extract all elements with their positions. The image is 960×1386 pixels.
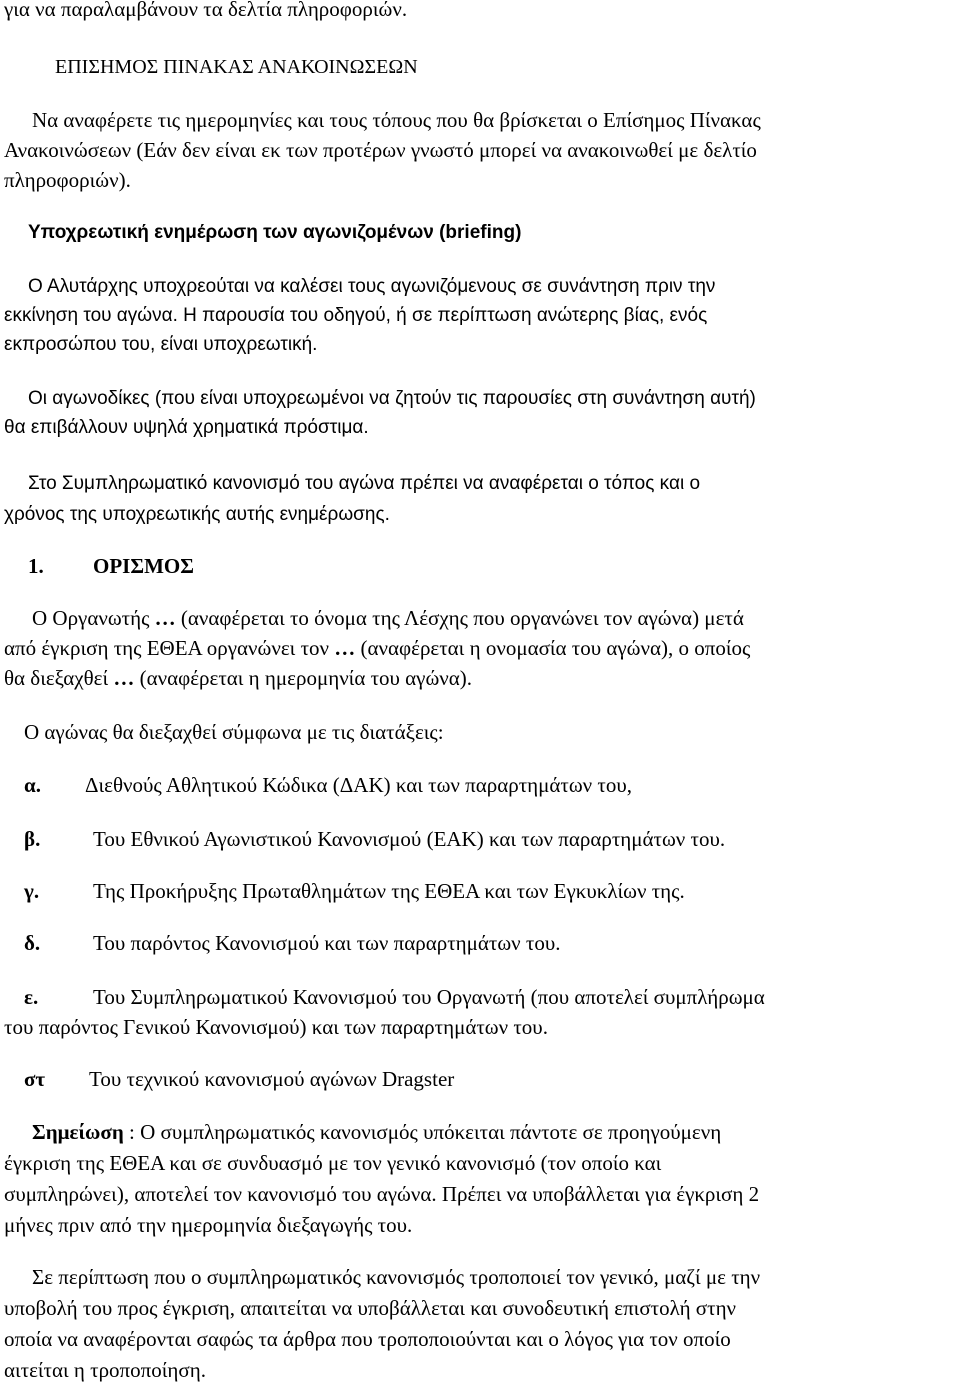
definition-paragraph — [4, 603, 750, 693]
provision-text: Της Προκήρυξης Πρωταθλημάτων της ΕΘΕΑ και των Εγκυκλίων της. — [93, 879, 685, 903]
note-paragraph — [4, 1117, 759, 1241]
briefing-line: χρόνος της υποχρεωτικής αυτής ενημέρωσης. — [4, 504, 390, 525]
briefing-paragraph-1 — [4, 272, 715, 359]
notice-board-line: πληροφοριών). — [4, 168, 131, 192]
briefing-paragraph-3 — [4, 468, 700, 530]
notice-board-line: Ανακοινώσεων (Εάν δεν είναι εκ των προτέρων γνωστό μπορεί να ανακοινωθεί με δελτίο — [4, 138, 757, 162]
ellipsis-placeholder: … — [113, 666, 135, 690]
briefing-line: εκκίνηση του αγώνα. Η παρουσία του οδηγού, ή σε περίπτωση ανώτερης βίας, ενός — [4, 305, 708, 326]
provision-label: γ. — [24, 879, 40, 903]
provision-label: ε. — [24, 985, 39, 1009]
provision-label: β. — [24, 827, 41, 851]
note-line: μήνες πριν από την ημερομηνία διεξαγωγής του. — [4, 1213, 413, 1237]
notice-board-heading: ΕΠΙΣΗΜΟΣ ΠΙΝΑΚΑΣ ΑΝΑΚΟΙΝΩΣΕΩΝ — [55, 56, 418, 78]
provision-label: δ. — [24, 931, 41, 955]
briefing-line: εκπροσώπου του, είναι υποχρεωτική. — [4, 334, 318, 355]
section-number: 1. — [28, 554, 44, 578]
provision-label: στ — [24, 1067, 46, 1091]
provision-text-continued: του παρόντος Γενικού Κανονισμού) και των παραρτημάτων του. — [4, 1015, 548, 1039]
definition-line: θα διεξαχθεί … (αναφέρεται η ημερομηνία του αγώνα). — [4, 666, 473, 690]
notice-board-paragraph — [4, 105, 761, 195]
definition-heading: ΟΡΙΣΜΟΣ — [93, 554, 194, 578]
note-line: συμπληρώνει), αποτελεί τον κανονισμό του αγώνα. Πρέπει να υποβάλλεται για έγκριση 2 — [4, 1182, 760, 1206]
top-fragment-text: για να παραλαμβάνουν τα δελτία πληροφοριών. — [4, 0, 408, 21]
provision-text: Του Εθνικού Αγωνιστικού Κανονισμού (ΕΑΚ) και των παραρτημάτων του. — [93, 827, 726, 851]
provisions-intro: Ο αγώνας θα διεξαχθεί σύμφωνα με τις διατάξεις: — [24, 720, 444, 744]
briefing-heading: Υποχρεωτική ενημέρωση των αγωνιζομένων (briefing) — [28, 222, 522, 243]
briefing-line: θα επιβάλλουν υψηλά χρηματικά πρόστιμα. — [4, 417, 369, 438]
briefing-line: Οι αγωνοδίκες (που είναι υποχρεωμένοι να ζητούν τις παρουσίες στη συνάντηση αυτή) — [28, 388, 756, 409]
definition-line: από έγκριση της ΕΘΕΑ οργανώνει τον … (αναφέρεται η ονομασία του αγώνα), ο οποίος — [4, 636, 751, 660]
notice-board-line: Να αναφέρετε τις ημερομηνίες και τους τόπους που θα βρίσκεται ο Επίσημος Πίνακας — [32, 108, 761, 132]
provision-text: Του τεχνικού κανονισμού αγώνων Dragster — [89, 1067, 455, 1091]
provision-text: Διεθνούς Αθλητικού Κώδικα (ΔΑΚ) και των παραρτημάτων του, — [85, 773, 633, 797]
ellipsis-placeholder: … — [154, 606, 176, 630]
modification-line: Σε περίπτωση που ο συμπληρωματικός κανονισμός τροποποιεί τον γενικό, μαζί με την — [32, 1265, 761, 1289]
note-label: Σημείωση — [32, 1120, 124, 1144]
briefing-line: Ο Αλυτάρχης υποχρεούται να καλέσει τους αγωνιζόμενους σε συνάντηση πριν την — [28, 276, 716, 297]
modification-line: αιτείται η τροποποίηση. — [4, 1358, 206, 1382]
modification-line: οποία να αναφέρονται σαφώς τα άρθρα που τροποποιούνται και ο λόγος για τον οποίο — [4, 1327, 731, 1351]
provision-label: α. — [24, 773, 41, 797]
modification-line: υποβολή του προς έγκριση, απαιτείται να υποβάλλεται και συνοδευτική επιστολή στην — [4, 1296, 737, 1320]
provision-text: Του παρόντος Κανονισμού και των παραρτημάτων του. — [93, 931, 561, 955]
note-line: έγκριση της ΕΘΕΑ και σε συνδυασμό με τον γενικό κανονισμό (τον οποίο και — [4, 1151, 662, 1175]
briefing-line: Στο Συμπληρωματικό κανονισμό του αγώνα πρέπει να αναφέρεται ο τόπος και ο — [28, 473, 701, 494]
note-line: Σημείωση : Ο συμπληρωματικός κανονισμός υπόκειται πάντοτε σε προηγούμενη — [32, 1120, 722, 1144]
definition-line: Ο Οργανωτής … (αναφέρεται το όνομα της Λέσχης που οργανώνει τον αγώνα) μετά — [32, 606, 744, 630]
ellipsis-placeholder: … — [334, 636, 356, 660]
provision-text: Του Συμπληρωματικού Κανονισμού του Οργανωτή (που αποτελεί συμπλήρωμα — [93, 985, 765, 1009]
modification-paragraph — [4, 1262, 760, 1386]
briefing-paragraph-2 — [4, 384, 756, 442]
